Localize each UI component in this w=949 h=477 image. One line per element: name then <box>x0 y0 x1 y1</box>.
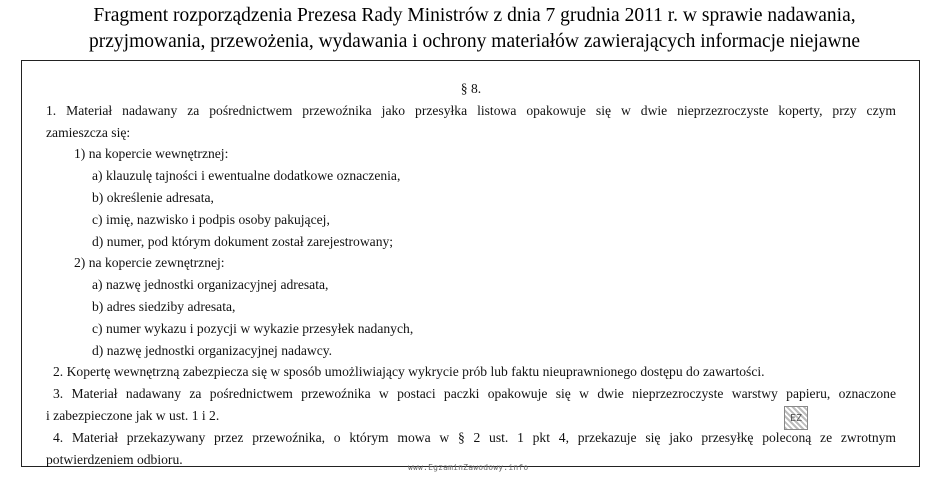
inner-envelope-item-d: d) numer, pod którym dokument został zarejestrowany; <box>92 233 394 249</box>
outer-envelope-item-a: a) nazwę jednostki organizacyjnej adresata, <box>92 277 329 293</box>
section-sign: § 8. <box>460 81 482 96</box>
paragraph-4-line-1: 4. Materiał przekazywany przez przewoźnika, o którym mowa w § 2 ust. 1 pkt 4, przekazuje się jako przesyłkę poleconą ze zwrotnym <box>53 429 896 445</box>
inner-envelope-label: 1) na kopercie wewnętrznej: <box>74 146 229 162</box>
paragraph-1-line-2: zamieszcza się: <box>46 124 131 140</box>
paragraph-1-line-1: 1. Materiał nadawany za pośrednictwem przewoźnika jako przesyłka listowa opakowuje się w dwie nieprzezroczyste koperty, przy czym <box>46 102 896 118</box>
inner-envelope-item-a: a) klauzulę tajności i ewentualne dodatkowe oznaczenia, <box>92 168 401 184</box>
watermark: www.EgzaminZawodowy.info <box>408 463 529 472</box>
paragraph-4-line-2: potwierdzeniem odbioru. <box>46 451 183 467</box>
outer-envelope-item-d: d) nazwę jednostki organizacyjnej nadawcy. <box>92 342 333 358</box>
heading-line-2: przyjmowania, przewożenia, wydawania i ochrony materiałów zawierających informacje niejawne <box>89 31 860 52</box>
stamp-icon: EZ <box>784 406 808 430</box>
outer-envelope-item-b: b) adres siedziby adresata, <box>92 298 236 314</box>
inner-envelope-item-b: b) określenie adresata, <box>92 189 214 205</box>
document-content <box>46 78 896 470</box>
heading-line-1: Fragment rozporządzenia Prezesa Rady Ministrów z dnia 7 grudnia 2011 r. w sprawie nadawania, <box>93 5 856 26</box>
paragraph-3-line-1: 3. Materiał nadawany za pośrednictwem przewoźnika w postaci paczki opakowuje się w dwie nieprzezroczyste warstwy papieru, oznaczone <box>53 386 896 402</box>
inner-envelope-item-c: c) imię, nazwisko i podpis osoby pakującej, <box>92 211 330 227</box>
page-heading <box>0 3 949 55</box>
paragraph-2: 2. Kopertę wewnętrzną zabezpiecza się w sposób umożliwiający wykrycie prób lub faktu nieuprawnionego dostępu do zawartości. <box>53 364 765 380</box>
outer-envelope-item-c: c) numer wykazu i pozycji w wykazie przesyłek nadanych, <box>92 320 414 336</box>
outer-envelope-label: 2) na kopercie zewnętrznej: <box>74 255 225 271</box>
document-frame <box>21 60 920 467</box>
paragraph-3-line-2: i zabezpieczone jak w ust. 1 i 2. <box>46 407 220 423</box>
